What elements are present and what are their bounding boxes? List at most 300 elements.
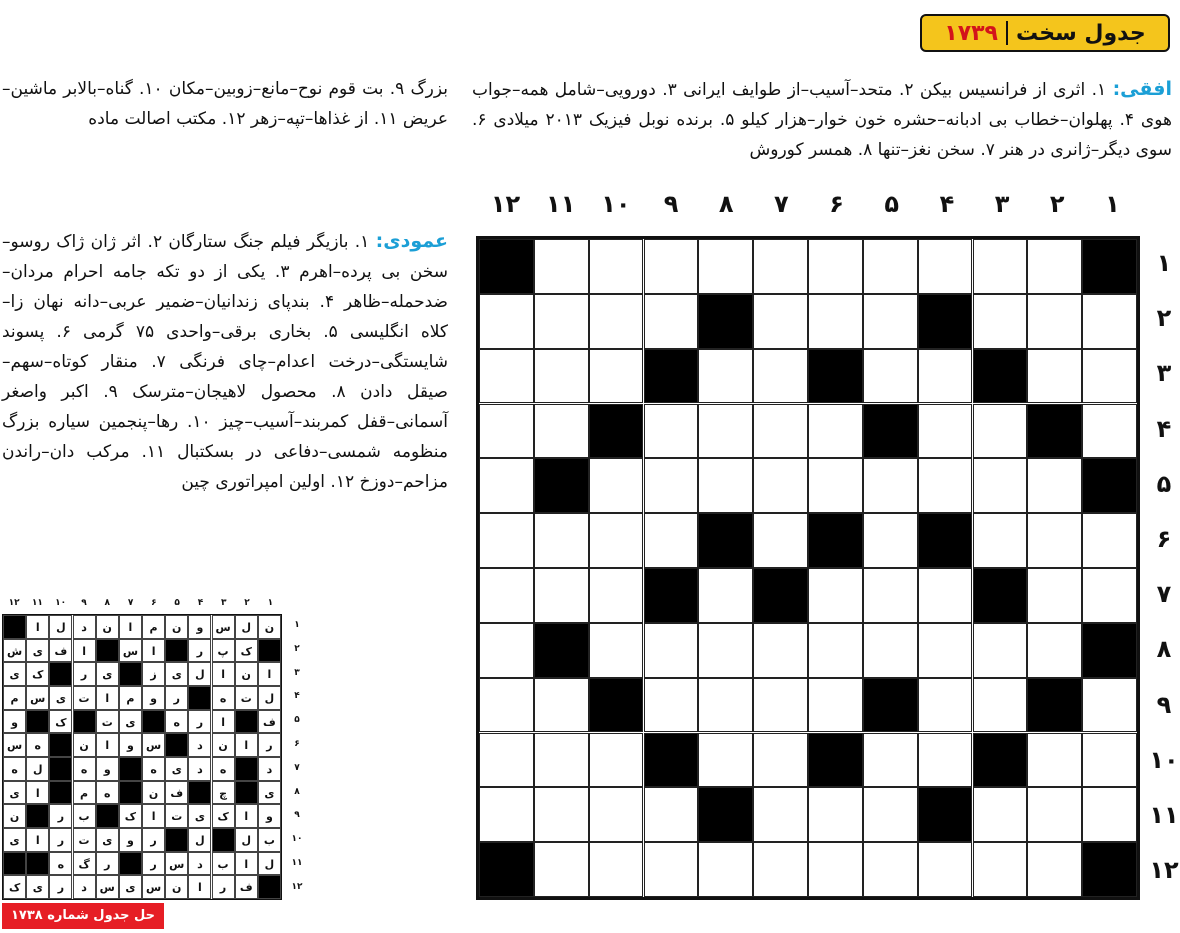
solution-cell: س (119, 639, 142, 663)
grid-cell[interactable] (808, 787, 863, 842)
solution-cell: ک (119, 804, 142, 828)
grid-cell[interactable] (589, 733, 644, 788)
grid-block-cell (918, 294, 973, 349)
solution-cell: ه (165, 710, 188, 734)
solution-block-cell (235, 781, 258, 805)
grid-cell[interactable] (973, 458, 1028, 513)
column-number: ۸ (718, 190, 734, 218)
solution-cell: ا (73, 639, 96, 663)
grid-block-cell (918, 513, 973, 568)
row-number: ۱۲ (1149, 856, 1179, 885)
solution-block-cell (235, 710, 258, 734)
grid-cell[interactable] (973, 404, 1028, 459)
solution-cell: ب (212, 852, 235, 876)
grid-cell[interactable] (808, 842, 863, 897)
solution-block-cell (119, 662, 142, 686)
grid-cell[interactable] (698, 842, 753, 897)
solution-cell: ا (235, 852, 258, 876)
grid-cell[interactable] (1082, 733, 1137, 788)
grid-cell[interactable] (698, 623, 753, 678)
grid-block-cell (973, 349, 1028, 404)
grid-cell[interactable] (1027, 349, 1082, 404)
solution-cell: م (73, 781, 96, 805)
solution-block-cell (119, 757, 142, 781)
solution-column-number: ۸ (104, 598, 111, 608)
solution-row-number: ۱۱ (291, 857, 303, 868)
grid-cell[interactable] (753, 404, 808, 459)
solution-cell: ل (49, 615, 72, 639)
column-number: ۳ (994, 190, 1010, 218)
grid-cell[interactable] (863, 623, 918, 678)
grid-block-cell (534, 623, 589, 678)
solution-cell: م (119, 686, 142, 710)
grid-block-cell (698, 513, 753, 568)
grid-block-cell (589, 404, 644, 459)
solution-row-number: ۴ (294, 691, 300, 702)
solution-cell: ی (165, 662, 188, 686)
solution-cell: ب (258, 828, 281, 852)
solution-cell: و (142, 686, 165, 710)
grid-cell[interactable] (753, 678, 808, 733)
solution-block-cell (73, 710, 96, 734)
grid-cell[interactable] (918, 404, 973, 459)
solution-cell: گ (73, 852, 96, 876)
solution-cell: ل (188, 662, 211, 686)
solution-row-number: ۱۲ (291, 881, 303, 892)
grid-cell[interactable] (644, 623, 699, 678)
solution-cell: ن (142, 781, 165, 805)
solution-column-number: ۶ (151, 598, 157, 608)
grid-cell[interactable] (479, 623, 534, 678)
solution-row-number: ۸ (294, 786, 300, 797)
solution-cell: ا (142, 804, 165, 828)
down-clues-text: ۱. بازیگر فیلم جنگ ستارگان ۲. اثر ژان ژاک روسو–سخن بی پرده–اهرم ۳. یکی از دو تکه جامه احرام مردان–ضدحمله–ظاهر ۴. بندپای زندانیان–ضمیر عربی–دانه نهان زا–کلاه انگلیسی ۵. بخاری برقی–واحدی ۷۵ گرمی ۶. پسوند شایستگی–درخت اعدام–چای فرنگی ۷. منقار کوتاه–سهم–صیقل دادن ۸. محصول لاهیجان–مترسک ۹. اکبر واصغر آسمانی–قفل کمربند–آسیب–چیز ۱۰. رها–پنجمین سیاره بزرگ منظومه شمسی–دفاعی در بسکتبال ۱۱. مرکب دان–راندن مزاحم–دوزخ ۱۲. اولین امپراتوری چین (2, 232, 449, 492)
solution-block-cell (212, 828, 235, 852)
solution-cell: س (212, 615, 235, 639)
solution-cell: ی (119, 710, 142, 734)
grid-cell[interactable] (808, 458, 863, 513)
grid-cell[interactable] (644, 239, 699, 294)
solution-block-cell (26, 852, 49, 876)
puzzle-number: ۱۷۳۹ (944, 20, 998, 46)
grid-cell[interactable] (918, 678, 973, 733)
solution-cell: ر (142, 852, 165, 876)
grid-cell[interactable] (1082, 404, 1137, 459)
solution-cell: ک (26, 662, 49, 686)
grid-cell[interactable] (1027, 513, 1082, 568)
grid-cell[interactable] (534, 349, 589, 404)
solution-cell: و (258, 804, 281, 828)
grid-cell[interactable] (863, 239, 918, 294)
solution-cell: ن (235, 662, 258, 686)
grid-cell[interactable] (973, 787, 1028, 842)
solution-cell: ا (188, 875, 211, 899)
solution-cell: و (188, 615, 211, 639)
solution-cell: ن (165, 875, 188, 899)
row-number: ۱۱ (1149, 800, 1179, 829)
grid-block-cell (534, 458, 589, 513)
grid-cell[interactable] (918, 568, 973, 623)
solution-cell: م (3, 686, 26, 710)
solution-cell: ک (49, 710, 72, 734)
grid-cell[interactable] (863, 787, 918, 842)
solution-cell: ل (258, 852, 281, 876)
grid-cell[interactable] (589, 458, 644, 513)
solution-cell: د (258, 757, 281, 781)
grid-cell[interactable] (918, 842, 973, 897)
grid-cell[interactable] (918, 349, 973, 404)
solution-block-cell (49, 662, 72, 686)
grid-cell[interactable] (863, 294, 918, 349)
grid-block-cell (863, 404, 918, 459)
solution-cell: و (119, 733, 142, 757)
grid-cell[interactable] (973, 623, 1028, 678)
solution-column-number: ۳ (221, 598, 227, 608)
solution-cell: ا (212, 662, 235, 686)
solution-cell: ی (3, 781, 26, 805)
grid-cell[interactable] (534, 733, 589, 788)
grid-cell[interactable] (918, 623, 973, 678)
solution-column-number: ۷ (127, 598, 134, 608)
grid-cell[interactable] (589, 568, 644, 623)
grid-cell[interactable] (753, 513, 808, 568)
solution-block-cell (49, 733, 72, 757)
solution-cell: ل (188, 828, 211, 852)
grid-cell[interactable] (1027, 733, 1082, 788)
grid-block-cell (1027, 404, 1082, 459)
solution-cell: ه (26, 733, 49, 757)
grid-column-numbers (478, 190, 1140, 224)
grid-cell[interactable] (698, 733, 753, 788)
solution-row-number: ۱ (294, 620, 300, 630)
solution-cell: ف (235, 875, 258, 899)
grid-cell[interactable] (534, 568, 589, 623)
grid-cell[interactable] (589, 842, 644, 897)
grid-cell[interactable] (534, 842, 589, 897)
grid-cell[interactable] (479, 733, 534, 788)
grid-cell[interactable] (534, 513, 589, 568)
grid-cell[interactable] (1027, 787, 1082, 842)
solution-row-number: ۲ (294, 643, 300, 654)
grid-cell[interactable] (1027, 568, 1082, 623)
solution-cell: ن (212, 733, 235, 757)
solution-cell: ی (188, 804, 211, 828)
solution-cell: ا (258, 662, 281, 686)
grid-cell[interactable] (808, 678, 863, 733)
column-number: ۶ (829, 190, 844, 218)
grid-cell[interactable] (863, 349, 918, 404)
grid-cell[interactable] (1082, 349, 1137, 404)
across-clues-right (472, 74, 1172, 165)
grid-cell[interactable] (644, 294, 699, 349)
grid-cell[interactable] (534, 294, 589, 349)
grid-cell[interactable] (589, 787, 644, 842)
grid-cell[interactable] (753, 349, 808, 404)
down-clues (2, 226, 448, 497)
grid-block-cell (698, 787, 753, 842)
solution-cell: چ (212, 781, 235, 805)
solution-cell: ف (165, 781, 188, 805)
grid-cell[interactable] (1027, 842, 1082, 897)
grid-block-cell (1082, 239, 1137, 294)
solution-block-cell (119, 781, 142, 805)
solution-cell: د (73, 875, 96, 899)
grid-cell[interactable] (479, 678, 534, 733)
grid-cell[interactable] (808, 568, 863, 623)
solution-cell: ف (258, 710, 281, 734)
grid-cell[interactable] (698, 458, 753, 513)
grid-cell[interactable] (479, 294, 534, 349)
grid-cell[interactable] (1082, 568, 1137, 623)
solution-cell: ت (73, 686, 96, 710)
grid-block-cell (1082, 458, 1137, 513)
solution-cell: ا (26, 828, 49, 852)
solution-cell: ن (165, 615, 188, 639)
solution-cell: ل (235, 828, 258, 852)
grid-cell[interactable] (1027, 239, 1082, 294)
solution-cell: س (3, 733, 26, 757)
solution-cell: ن (73, 733, 96, 757)
grid-block-cell (589, 678, 644, 733)
grid-block-cell (808, 733, 863, 788)
solution-row-number: ۵ (294, 715, 300, 726)
solution-block-cell (188, 686, 211, 710)
row-number: ۷ (1156, 580, 1172, 609)
solution-cell: و (119, 828, 142, 852)
solution-cell: ی (258, 781, 281, 805)
column-number: ۲ (1049, 190, 1065, 218)
grid-block-cell (644, 349, 699, 404)
grid-cell[interactable] (1027, 458, 1082, 513)
grid-cell[interactable] (808, 404, 863, 459)
grid-cell[interactable] (698, 349, 753, 404)
solution-cell: م (142, 615, 165, 639)
column-number: ۴ (939, 190, 955, 218)
column-number: ۷ (774, 190, 789, 218)
solution-cell: ر (96, 852, 119, 876)
grid-block-cell (644, 568, 699, 623)
row-number: ۳ (1156, 359, 1172, 388)
solution-cell: ن (3, 804, 26, 828)
solution-column-number: ۲ (244, 598, 250, 608)
across-heading: افقی: (1112, 78, 1173, 100)
solution-cell: ه (142, 757, 165, 781)
grid-cell[interactable] (479, 458, 534, 513)
grid-cell[interactable] (589, 239, 644, 294)
grid-cell[interactable] (479, 787, 534, 842)
grid-cell[interactable] (479, 568, 534, 623)
row-number: ۸ (1156, 635, 1172, 664)
grid-cell[interactable] (589, 513, 644, 568)
grid-cell[interactable] (863, 842, 918, 897)
grid-cell[interactable] (753, 842, 808, 897)
grid-cell[interactable] (479, 404, 534, 459)
grid-block-cell (863, 678, 918, 733)
solution-cell: و (3, 710, 26, 734)
grid-cell[interactable] (918, 239, 973, 294)
grid-cell[interactable] (863, 568, 918, 623)
grid-cell[interactable] (753, 294, 808, 349)
solution-cell: ر (188, 639, 211, 663)
solution-column-number: ۱۲ (8, 598, 20, 608)
solution-cell: ی (96, 662, 119, 686)
solution-block-cell (165, 828, 188, 852)
solution-column-number: ۹ (81, 598, 87, 608)
solution-cell: ش (3, 639, 26, 663)
grid-cell[interactable] (1082, 678, 1137, 733)
grid-cell[interactable] (753, 458, 808, 513)
grid-block-cell (479, 239, 534, 294)
solution-cell: ی (26, 639, 49, 663)
across-clues-left (2, 74, 448, 134)
grid-cell[interactable] (1082, 787, 1137, 842)
solution-cell: ا (96, 686, 119, 710)
grid-cell[interactable] (644, 404, 699, 459)
solution-cell: س (96, 875, 119, 899)
puzzle-title: جدول سخت (1015, 20, 1146, 46)
grid-cell[interactable] (1082, 294, 1137, 349)
solution-cell: ا (235, 804, 258, 828)
solution-cell: ت (165, 804, 188, 828)
grid-cell[interactable] (753, 787, 808, 842)
solution-cell: س (26, 686, 49, 710)
grid-block-cell (973, 733, 1028, 788)
grid-cell[interactable] (589, 623, 644, 678)
solution-cell: ا (212, 710, 235, 734)
solution-block-cell (49, 781, 72, 805)
solution-row-numbers (286, 614, 308, 900)
solution-row-number: ۹ (294, 810, 300, 821)
grid-cell[interactable] (1027, 623, 1082, 678)
grid-cell[interactable] (1082, 513, 1137, 568)
grid-cell[interactable] (808, 294, 863, 349)
row-number: ۹ (1156, 690, 1172, 719)
grid-cell[interactable] (1027, 294, 1082, 349)
grid-cell[interactable] (808, 239, 863, 294)
grid-cell[interactable] (973, 239, 1028, 294)
grid-block-cell (753, 568, 808, 623)
grid-cell[interactable] (753, 623, 808, 678)
solution-grid (2, 614, 282, 900)
grid-cell[interactable] (534, 239, 589, 294)
solution-cell: ک (212, 804, 235, 828)
solution-block-cell (3, 852, 26, 876)
solution-cell: ت (96, 710, 119, 734)
solution-cell: ی (165, 757, 188, 781)
grid-cell[interactable] (589, 349, 644, 404)
grid-cell[interactable] (753, 733, 808, 788)
grid-cell[interactable] (644, 678, 699, 733)
grid-block-cell (479, 842, 534, 897)
solution-block-cell (49, 757, 72, 781)
solution-column-numbers (2, 598, 282, 612)
grid-block-cell (918, 787, 973, 842)
grid-cell[interactable] (863, 733, 918, 788)
row-number: ۲ (1156, 304, 1172, 333)
solution-cell: ر (49, 828, 72, 852)
solution-row-number: ۱۰ (291, 834, 303, 845)
solution-cell: ل (235, 615, 258, 639)
grid-cell[interactable] (644, 842, 699, 897)
across-clues-text-right: ۱. اثری از فرانسیس بیکن ۲. متحد–آسیب–از طوایف ایرانی ۳. دورویی–شامل همه–جواب هوی ۴. پهلوان–خطاب بی ادبانه–حشره خون خوار–هزار کیلو ۵. برنده نوبل فیزیک ۲۰۱۳ میلادی ۶. سوی دیگر–ژانری در هنر ۷. سخن نغز–تنها ۸. همسر کوروش (472, 80, 1172, 160)
solution-block-cell (3, 615, 26, 639)
grid-cell[interactable] (973, 842, 1028, 897)
grid-cell[interactable] (698, 239, 753, 294)
grid-row-numbers (1146, 236, 1180, 898)
row-number: ۵ (1156, 469, 1172, 498)
solution-cell: ر (258, 733, 281, 757)
grid-cell[interactable] (534, 787, 589, 842)
solution-cell: ی (49, 686, 72, 710)
grid-cell[interactable] (534, 404, 589, 459)
solution-cell: ه (96, 781, 119, 805)
solution-label: حل جدول شماره ۱۷۳۸ (2, 903, 164, 929)
solution-column-number: ۴ (197, 598, 204, 608)
solution-cell: ا (26, 781, 49, 805)
solution-cell: ه (212, 686, 235, 710)
solution-cell: و (96, 757, 119, 781)
grid-cell[interactable] (698, 678, 753, 733)
solution-cell: ه (212, 757, 235, 781)
grid-cell[interactable] (698, 568, 753, 623)
solution-block-cell (96, 804, 119, 828)
row-number: ۶ (1156, 524, 1172, 553)
grid-cell[interactable] (479, 513, 534, 568)
solution-cell: ر (188, 710, 211, 734)
column-number: ۱۱ (546, 190, 576, 218)
solution-column-number: ۱۱ (31, 598, 43, 608)
grid-cell[interactable] (918, 458, 973, 513)
solution-row-number: ۶ (294, 738, 300, 749)
grid-cell[interactable] (973, 513, 1028, 568)
grid-cell[interactable] (644, 513, 699, 568)
solution-block-cell (235, 757, 258, 781)
solution-cell: ر (142, 828, 165, 852)
solution-block-cell (142, 710, 165, 734)
grid-block-cell (808, 513, 863, 568)
grid-cell[interactable] (918, 733, 973, 788)
solution-block-cell (26, 710, 49, 734)
grid-cell[interactable] (589, 294, 644, 349)
grid-cell[interactable] (973, 294, 1028, 349)
grid-cell[interactable] (808, 623, 863, 678)
across-clues-text-left: بزرگ ۹. بت قوم نوح–مانع–زوبین–مکان ۱۰. گناه–بالابر ماشین–عریض ۱۱. از غذاها–تپه–زهر ۱۲. مکتب اصالت ماده (2, 79, 449, 129)
row-number: ۴ (1156, 414, 1172, 443)
solution-block-cell (119, 852, 142, 876)
grid-cell[interactable] (973, 678, 1028, 733)
solution-block-cell (165, 639, 188, 663)
solution-cell: ر (212, 875, 235, 899)
grid-cell[interactable] (479, 349, 534, 404)
solution-cell: ر (49, 875, 72, 899)
grid-cell[interactable] (863, 458, 918, 513)
puzzle-title-badge (920, 14, 1170, 52)
grid-cell[interactable] (644, 787, 699, 842)
solution-cell: ه (73, 757, 96, 781)
solution-block-cell (188, 781, 211, 805)
grid-cell[interactable] (698, 404, 753, 459)
grid-cell[interactable] (753, 239, 808, 294)
solution-cell: ز (142, 662, 165, 686)
solution-cell: ک (3, 875, 26, 899)
solution-cell: ی (96, 828, 119, 852)
grid-cell[interactable] (644, 458, 699, 513)
solution-cell: ی (3, 662, 26, 686)
grid-cell[interactable] (534, 678, 589, 733)
solution-cell: ی (119, 875, 142, 899)
grid-cell[interactable] (863, 513, 918, 568)
solution-cell: ف (49, 639, 72, 663)
